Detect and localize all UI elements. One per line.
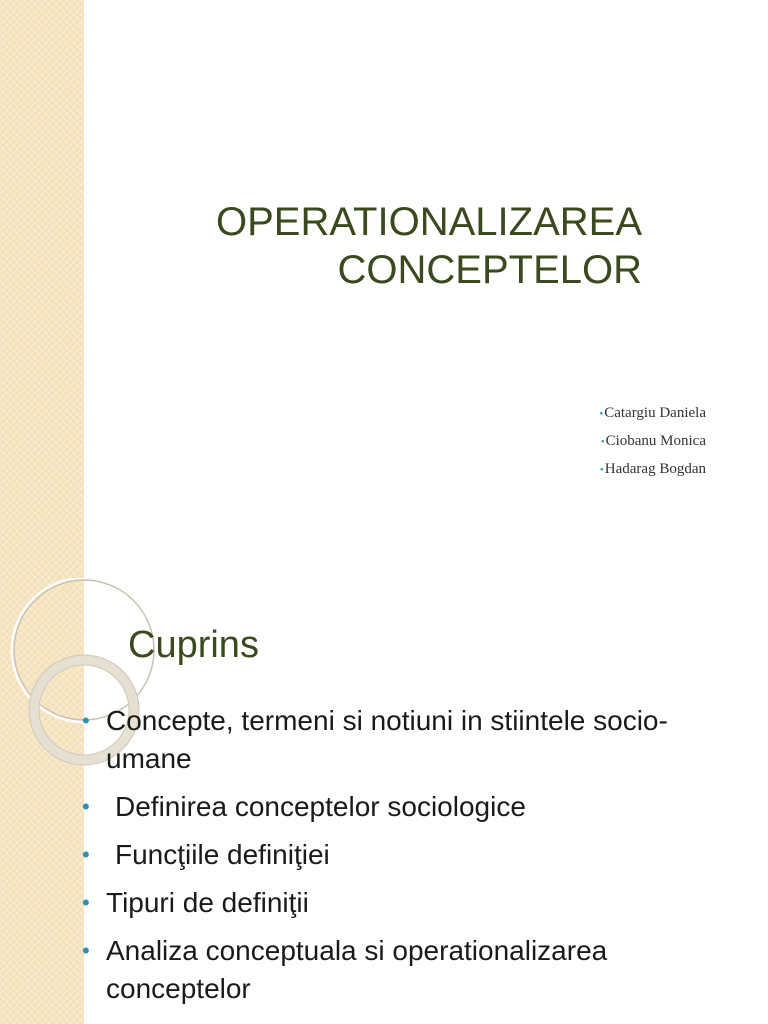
bullet-icon: • [82,708,90,733]
title-line-2: CONCEPTELOR [337,248,642,292]
bullet-icon: • [82,842,90,867]
bullet-icon: • [82,938,90,963]
list-item [82,932,742,1008]
bullet-icon: • [82,890,90,915]
list-item-text: Analiza conceptuala si operationalizarea conceptelor [106,935,608,1004]
title-line-1: OPERATIONALIZAREA [215,200,642,244]
bullet-icon: • [82,794,90,819]
author-item [480,428,706,456]
author-item [480,456,706,484]
list-item [82,884,742,922]
list-item-text: Definirea conceptelor sociologice [115,791,526,822]
list-item [82,788,742,826]
contents-slide [0,578,768,1024]
list-item [82,836,742,874]
author-list [480,400,706,484]
list-item-text: Tipuri de definiţii [106,887,309,918]
author-name: Hadarag Bogdan [604,461,706,477]
section-heading: Cuprins [128,624,259,666]
bullet-icon: • [599,408,604,420]
author-name: Catargiu Daniela [604,405,706,421]
bullet-icon: • [599,464,604,476]
author-name: Ciobanu Monica [605,433,706,449]
list-item-text: Funcţiile definiţiei [115,839,330,870]
author-item [480,400,706,428]
bullet-icon: • [600,436,605,448]
contents-list [82,702,742,1018]
list-item-text: Concepte, termeni si notiuni in stiintele socio-umane [106,705,668,774]
list-item [82,702,742,778]
presentation-title [120,198,642,294]
decorative-side-strip [0,0,84,578]
